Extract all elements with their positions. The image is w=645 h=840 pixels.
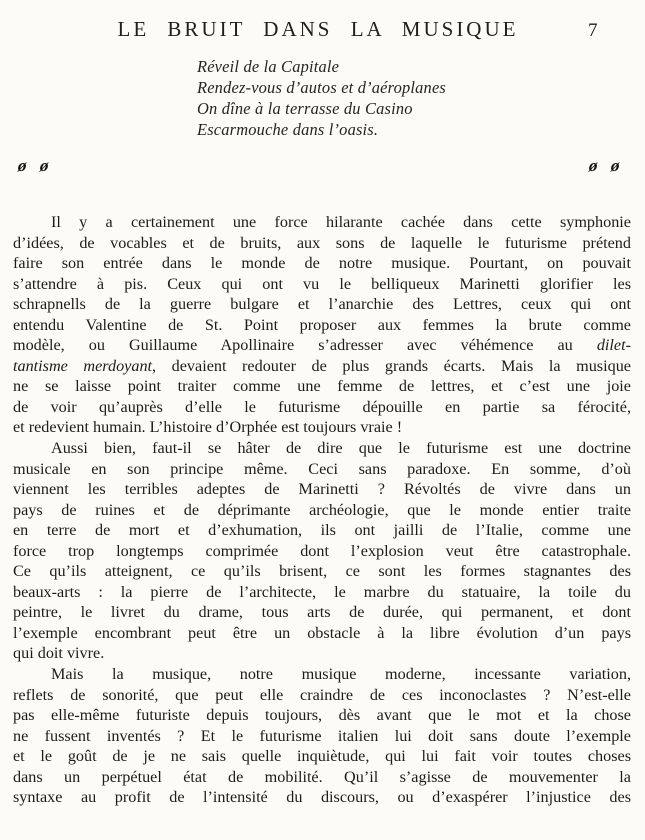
text-line [13, 767, 631, 788]
text-segment: dans un perpétuel état de mobilité. Qu’il s’agisse de mouvementer la [13, 767, 631, 786]
text-segment: de voir qu’auprès d’elle le futurisme dépouille en partie sa férocité, [13, 397, 631, 416]
text-line [13, 459, 631, 480]
text-line [13, 315, 631, 336]
text-line [13, 233, 631, 254]
text-segment: force trop longtemps comprimée dont l’explosion veut être catastrophale. [13, 541, 631, 560]
text-segment: peintre, le livret du drame, tous arts de durée, qui permanent, et dont [13, 603, 631, 622]
text-line [13, 356, 631, 377]
text-segment: beaux-arts : la pierre de l’architecte, le marbre du statuaire, la toile du [13, 582, 631, 601]
text-line [13, 294, 631, 315]
text-segment: modèle, ou Guillaume Apollinaire s’adresser avec véhémence au [13, 336, 597, 355]
text-segment: Ce qu’ils atteignent, ce qu’ils brisent, ce sont les formes stagnantes des [13, 562, 631, 581]
ornament-row [0, 156, 645, 178]
text-segment: schrapnells de la guerre bulgare et l’anarchie des Lettres, ceux qui ont [13, 295, 631, 314]
page-number: 7 [588, 20, 598, 41]
text-segment: ne se laisse point traiter comme une femme de lettres, et c’est une joie [13, 377, 631, 396]
text-line [13, 417, 631, 438]
text-segment: Mais la musique, notre musique moderne, incessante variation, [51, 665, 631, 684]
text-line [13, 335, 631, 356]
text-line [13, 438, 631, 459]
text-segment: et redevient humain. L’histoire d’Orphée est toujours vraie ! [13, 418, 403, 437]
text-segment: faire son entrée dans le monde de notre musique. Pourtant, on pouvait [13, 254, 631, 273]
leaf-ornament-icon: ø [588, 156, 599, 175]
text-segment: l’exemple encombrant peut être un obstacle à la libre évolution d’un pays [13, 623, 631, 642]
ornament-group-left [18, 156, 48, 176]
italic-text-segment: tantisme merdoyant [13, 356, 153, 375]
text-line [13, 520, 631, 541]
text-line [13, 561, 631, 582]
text-segment: Il y a certainement une force hilarante cachée dans cette symphonie [51, 213, 631, 231]
text-segment: s’attendre à pis. Ceux qui ont vu le belliqueux Marinetti glorifier les [13, 274, 631, 293]
text-line [13, 479, 631, 500]
text-line [13, 376, 631, 397]
movement-title-line: Rendez-vous d’autos et d’aéroplanes [197, 78, 447, 97]
text-segment: Aussi bien, faut-il se hâter de dire que le futurisme est une doctrine [51, 439, 631, 458]
text-line [13, 705, 631, 726]
text-line [13, 664, 631, 685]
text-line [13, 212, 631, 233]
ornament-group-right [589, 156, 619, 176]
body-text [13, 212, 631, 808]
italic-text-segment: dilet- [596, 336, 631, 355]
text-line [13, 541, 631, 562]
movement-titles [197, 56, 446, 140]
text-line [13, 397, 631, 418]
text-segment: pas elle-même futuriste depuis toujours, dès avant que le mot et la chose [13, 706, 631, 725]
text-line [13, 582, 631, 603]
text-line [13, 685, 631, 706]
text-line [13, 623, 631, 644]
leaf-ornament-icon: ø [609, 156, 621, 175]
text-segment: viennent les terribles adeptes de Marinetti ? Révoltés de vivre dans un [13, 480, 631, 499]
text-segment: qui doit vivre. [13, 644, 105, 663]
text-segment: d’idées, de vocables et de bruits, aux sons de laquelle le futurisme prétend [13, 233, 631, 252]
text-line [13, 746, 631, 767]
text-segment: en terre de mort et d’exhumation, ils ont jailli de l’Italie, comme une [13, 521, 631, 540]
movement-title-line: Escarmouche dans l’oasis. [197, 120, 379, 139]
text-line [13, 643, 631, 664]
text-segment: entendu Valentine de St. Point proposer aux femmes la brute comme [13, 315, 631, 334]
text-line [13, 500, 631, 521]
page-title: LE BRUIT DANS LA MUSIQUE [117, 17, 519, 41]
text-segment: pays de ruines et de déprimante archéologie, que le monde entier traite [13, 500, 631, 519]
leaf-ornament-icon: ø [38, 156, 50, 175]
text-line [13, 253, 631, 274]
text-segment: syntaxe au profit de l’intensité du discours, ou d’exaspérer l’injustice des [13, 788, 631, 807]
text-line [13, 726, 631, 747]
text-segment: ne fussent inventés ? Et le futurisme italien lui doit sans doute l’exemple [13, 726, 631, 745]
running-head [0, 14, 645, 46]
text-line [13, 787, 631, 808]
movement-title-line: Réveil de la Capitale [197, 57, 340, 76]
text-line [13, 602, 631, 623]
leaf-ornament-icon: ø [17, 156, 28, 175]
text-line [13, 274, 631, 295]
movement-title-line: On dîne à la terrasse du Casino [197, 99, 413, 118]
text-segment: et le goût de je ne sais quelle inquiètude, qui lui fait voir toutes choses [13, 747, 631, 766]
text-segment: reflets de sonorité, que peut elle craindre de ces inconoclastes ? N’est-elle [13, 685, 631, 704]
text-segment: musicale en son principe même. Ceci sans paradoxe. En somme, d’où [13, 459, 631, 478]
text-segment: , devaient redouter de plus grands écarts. Mais la musique [152, 356, 631, 375]
